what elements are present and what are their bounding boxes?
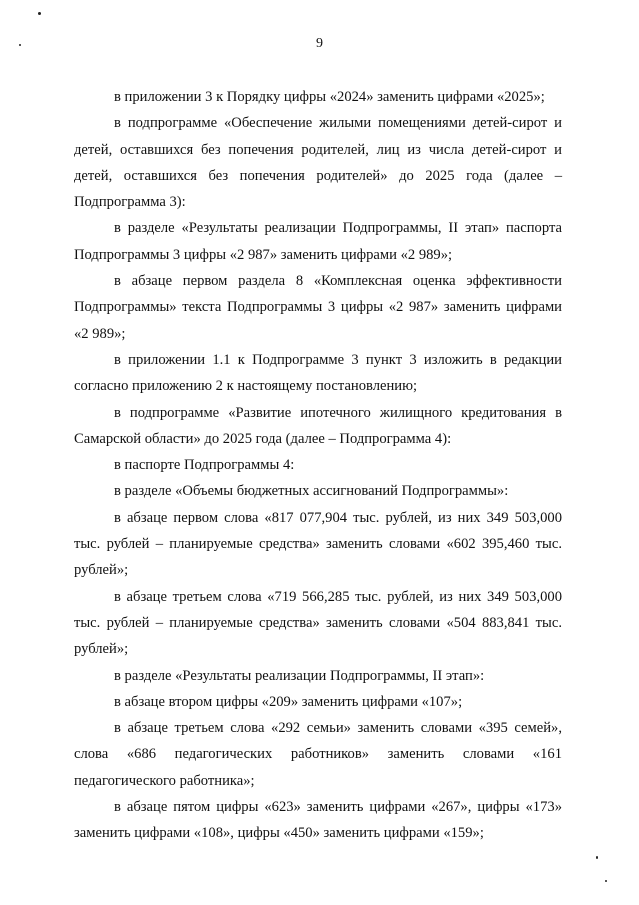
document-body bbox=[74, 84, 562, 847]
paragraph-9: в абзаце первом слова «817 077,904 тыс. рублей, из них 349 503,000 тыс. рублей – планируемые средства» заменить словами «602 395,460 тыс. рублей»; bbox=[74, 509, 562, 579]
paragraph-14: в абзаце пятом цифры «623» заменить цифрами «267», цифры «173» заменить цифрами «108», цифры «450» заменить цифрами «159»; bbox=[74, 799, 562, 842]
paragraph-6: в подпрограмме «Развитие ипотечного жилищного кредитования в Самарской области» до 2025 года (далее – Подпрограмма 4): bbox=[74, 404, 562, 447]
paragraph-5: в приложении 1.1 к Подпрограмме 3 пункт 3 изложить в редакции согласно приложению 2 к настоящему постановлению; bbox=[74, 351, 562, 395]
paragraph-12: в абзаце втором цифры «209» заменить цифрами «107»; bbox=[114, 693, 463, 710]
paragraph-7: в паспорте Подпрограммы 4: bbox=[114, 457, 295, 474]
paragraph-8: в разделе «Объемы бюджетных ассигнований Подпрограммы»: bbox=[114, 483, 509, 500]
paragraph-11: в разделе «Результаты реализации Подпрограммы, II этап»: bbox=[114, 667, 485, 684]
paragraph-2: в подпрограмме «Обеспечение жилыми помещениями детей-сирот и детей, оставшихся без попечения родителей, лиц из числа детей-сирот и детей, оставшихся без попечения родителей» до 2025 года (далее – Подпрограмма 3): bbox=[74, 115, 562, 211]
scan-speck bbox=[605, 880, 607, 882]
paragraph-1: в приложении 3 к Порядку цифры «2024» заменить цифрами «2025»; bbox=[114, 89, 545, 105]
paragraph-4: в абзаце первом раздела 8 «Комплексная оценка эффективности Подпрограммы» текста Подпрограммы 3 цифры «2 987» заменить цифрами «2 989»; bbox=[74, 273, 562, 342]
scan-speck bbox=[596, 856, 598, 859]
paragraph-3: в разделе «Результаты реализации Подпрограммы, II этап» паспорта Подпрограммы 3 цифры «2 987» заменить цифрами «2 989»; bbox=[74, 220, 562, 263]
scan-speck bbox=[38, 12, 41, 15]
paragraph-13: в абзаце третьем слова «292 семьи» заменить словами «395 семей», слова «686 педагогических работников» заменить словами «161 педагогического работника»; bbox=[74, 720, 562, 789]
page-number: 9 bbox=[316, 36, 323, 51]
paragraph-10: в абзаце третьем слова «719 566,285 тыс. рублей, из них 349 503,000 тыс. рублей – планируемые средства» заменить словами «504 883,841 тыс. рублей»; bbox=[74, 588, 562, 658]
